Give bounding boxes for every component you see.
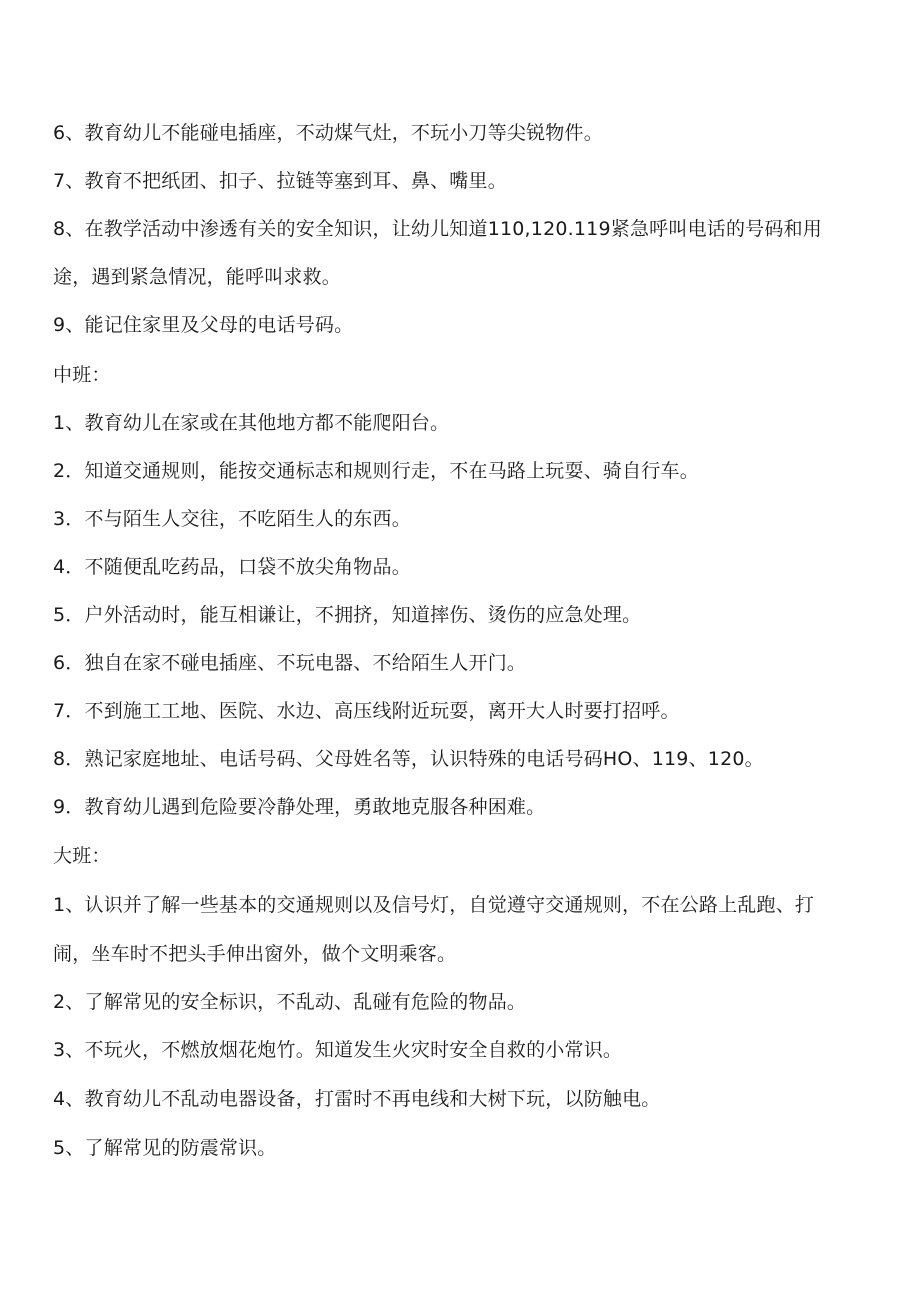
text-line: 7．不到施工工地、医院、水边、高压线附近玩耍，离开大人时要打招呼。 bbox=[53, 700, 680, 722]
text-line: 4、教育幼儿不乱动电器设备，打雷时不再电线和大树下玩，以防触电。 bbox=[53, 1088, 661, 1110]
text-line: 9、能记住家里及父母的电话号码。 bbox=[53, 314, 354, 336]
text-line: 5、了解常见的防震常识。 bbox=[53, 1137, 277, 1159]
text-line: 6．独自在家不碰电插座、不玩电器、不给陌生人开门。 bbox=[53, 652, 527, 674]
text-line: 5．户外活动时，能互相谦让，不拥挤，知道摔伤、烫伤的应急处理。 bbox=[53, 604, 642, 626]
section-heading: 中班： bbox=[53, 364, 111, 386]
text-line: 2、了解常见的安全标识，不乱动、乱碰有危险的物品。 bbox=[53, 991, 527, 1013]
text-line: 7、教育不把纸团、扣子、拉链等塞到耳、鼻、嘴里。 bbox=[53, 170, 507, 192]
text-line: 途，遇到紧急情况，能呼叫求救。 bbox=[53, 266, 342, 288]
text-line: 8．熟记家庭地址、电话号码、父母姓名等，认识特殊的电话号码HO、119、120。 bbox=[53, 748, 764, 770]
section-heading: 大班： bbox=[53, 845, 111, 867]
text-line: 6、教育幼儿不能碰电插座，不动煤气灶，不玩小刀等尖锐物件。 bbox=[53, 122, 603, 144]
text-line: 1、认识并了解一些基本的交通规则以及信号灯，自觉遵守交通规则，不在公路上乱跑、打 bbox=[53, 894, 815, 916]
text-line: 2．知道交通规则，能按交通标志和规则行走，不在马路上玩耍、骑自行车。 bbox=[53, 460, 699, 482]
text-line: 8、在教学活动中渗透有关的安全知识，让幼儿知道110,120.119紧急呼叫电话的号码和用 bbox=[53, 218, 822, 240]
text-line: 9．教育幼儿遇到危险要冷静处理，勇敢地克服各种困难。 bbox=[53, 796, 546, 818]
text-line: 闹，坐车时不把头手伸出窗外，做个文明乘客。 bbox=[53, 943, 457, 965]
text-line: 1、教育幼儿在家或在其他地方都不能爬阳台。 bbox=[53, 412, 450, 434]
text-line: 4．不随便乱吃药品，口袋不放尖角物品。 bbox=[53, 556, 411, 578]
text-line: 3．不与陌生人交往，不吃陌生人的东西。 bbox=[53, 508, 411, 530]
text-line: 3、不玩火，不燃放烟花炮竹。知道发生火灾时安全自救的小常识。 bbox=[53, 1039, 623, 1061]
